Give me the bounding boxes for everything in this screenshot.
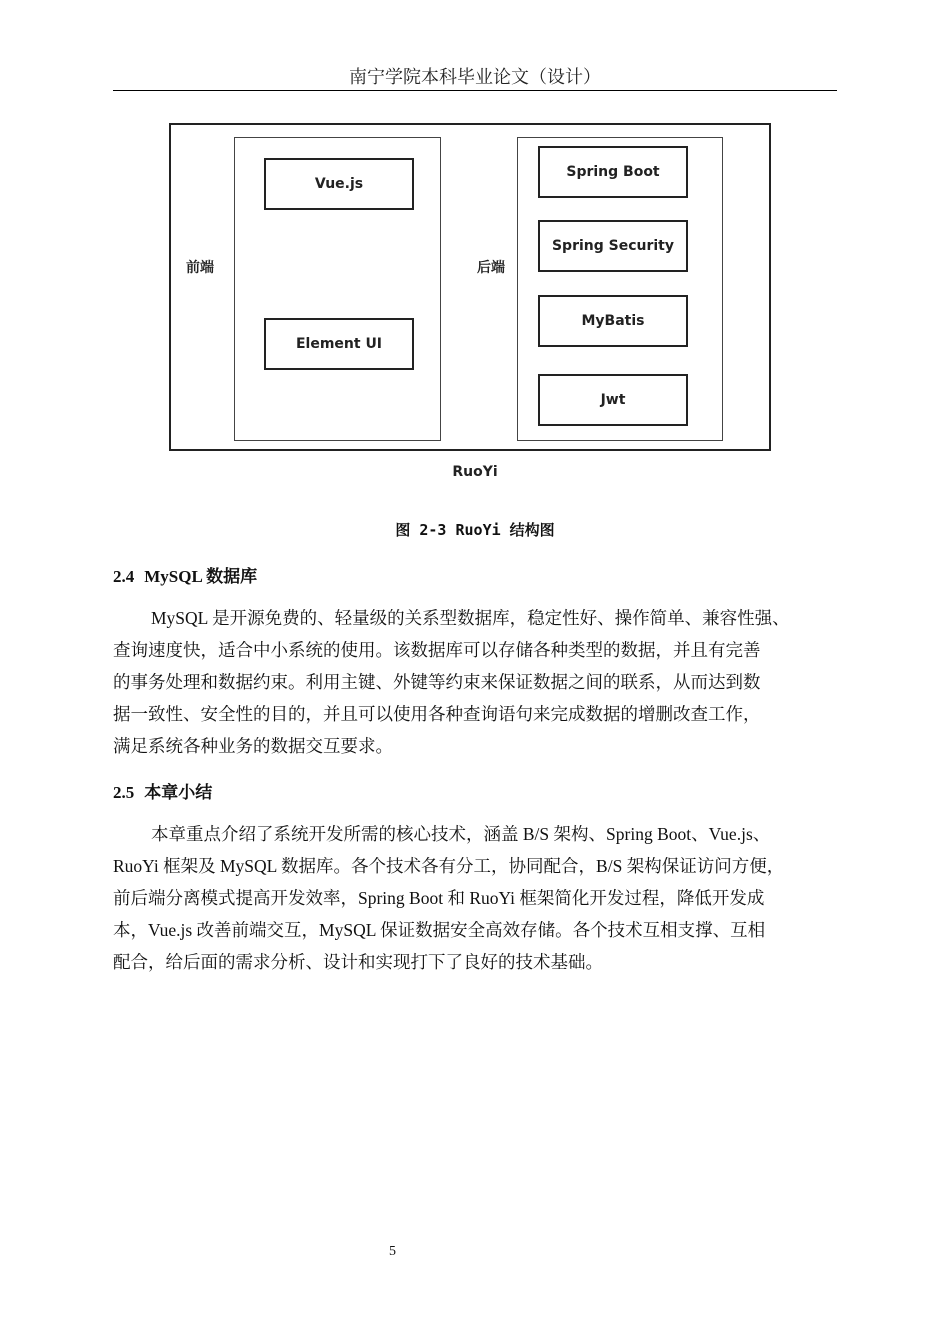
paragraph-line: 查询速度快，适合中小系统的使用。该数据库可以存储各种类型的数据，并且有完善 xyxy=(113,640,761,660)
paragraph-mysql xyxy=(113,602,849,762)
backend-label: 后端 xyxy=(477,260,505,276)
paragraph-line: 的事务处理和数据约束。利用主键、外键等约束来保证数据之间的联系，从而达到数 xyxy=(113,672,761,692)
framework-box-label: Spring Boot xyxy=(566,164,660,180)
section-title: MySQL 数据库 xyxy=(144,567,258,586)
page-number: 5 xyxy=(389,1244,396,1259)
section-number: 2.4 xyxy=(113,567,135,586)
running-header: 南宁学院本科毕业论文（设计） xyxy=(349,67,601,88)
framework-box-jwt xyxy=(538,374,688,426)
paragraph-line: MySQL 是开源免费的、轻量级的关系型数据库，稳定性好、操作简单、兼容性强、 xyxy=(151,608,790,628)
header-rule xyxy=(113,90,837,91)
paragraph-summary xyxy=(113,818,849,978)
framework-box-label: Jwt xyxy=(600,392,626,408)
framework-box-spring-boot xyxy=(538,146,688,198)
ruoyi-outer-frame xyxy=(169,123,771,451)
paragraph-line: 配合，给后面的需求分析、设计和实现打下了良好的技术基础。 xyxy=(113,952,603,972)
framework-box-element-ui xyxy=(264,318,414,370)
framework-box-spring-security xyxy=(538,220,688,272)
framework-box-vuejs xyxy=(264,158,414,210)
section-title: 本章小结 xyxy=(144,783,213,802)
paragraph-line: 本章重点介绍了系统开发所需的核心技术，涵盖 B/S 架构、Spring Boot、Vue.js、 xyxy=(151,824,771,844)
paragraph-line: 据一致性、安全性的目的，并且可以使用各种查询语句来完成数据的增删改查工作， xyxy=(113,704,761,724)
paragraph-line: 本，Vue.js 改善前端交互，MySQL 保证数据安全高效存储。各个技术互相支撑、互相 xyxy=(113,920,766,940)
framework-box-label: Vue.js xyxy=(314,176,364,192)
section-heading-2-5 xyxy=(113,778,212,803)
frontend-label: 前端 xyxy=(186,260,214,276)
ruoyi-architecture-figure xyxy=(113,110,837,500)
framework-box-label: MyBatis xyxy=(581,313,645,329)
frontend-panel xyxy=(234,137,441,441)
framework-box-mybatis xyxy=(538,295,688,347)
paragraph-line: 前后端分离模式提高开发效率，Spring Boot 和 RuoYi 框架简化开发过程，降低开发成 xyxy=(113,888,765,908)
ruoyi-label: RuoYi xyxy=(452,464,498,480)
figure-caption: 图 2-3 RuoYi 结构图 xyxy=(395,521,555,539)
paragraph-line: 满足系统各种业务的数据交互要求。 xyxy=(113,736,393,756)
paragraph-line: RuoYi 框架及 MySQL 数据库。各个技术各有分工，协同配合，B/S 架构保证访问方便， xyxy=(113,856,785,876)
backend-panel xyxy=(517,137,723,441)
framework-box-label: Element UI xyxy=(295,336,383,352)
section-number: 2.5 xyxy=(113,783,135,802)
framework-box-label: Spring Security xyxy=(551,238,675,254)
section-heading-2-4 xyxy=(113,562,257,587)
